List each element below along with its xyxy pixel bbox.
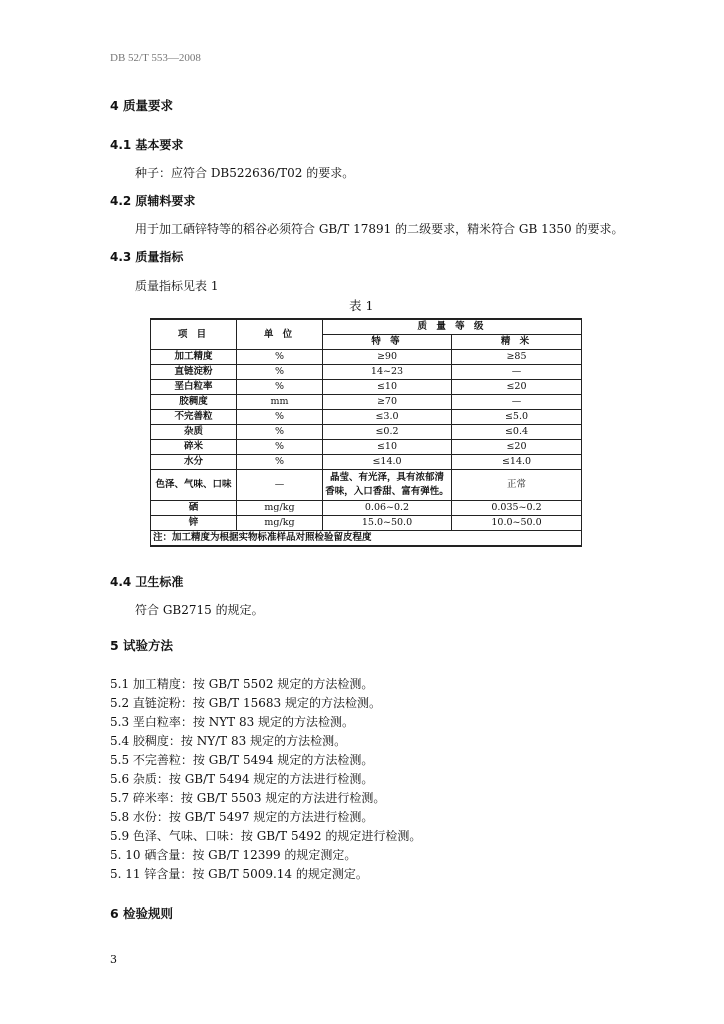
cell-item: 胶稠度 <box>151 395 237 410</box>
cell-fine: 正常 <box>452 470 582 501</box>
method-item: 5.7 碎米率：按 GB/T 5503 规定的方法进行检测。 <box>110 791 386 805</box>
table-note: 注：加工精度为根据实物标准样品对照检验留皮程度 <box>151 531 582 547</box>
section-4-4-title: 4.4 卫生标准 <box>110 575 184 589</box>
cell-fine: ≥85 <box>452 350 582 365</box>
cell-unit: mg/kg <box>237 516 323 531</box>
cell-fine: — <box>452 395 582 410</box>
cell-unit: % <box>237 365 323 380</box>
method-item: 5.1 加工精度：按 GB/T 5502 规定的方法检测。 <box>110 677 374 691</box>
section-4-2-text: 用于加工硒锌特等的稻谷必须符合 GB/T 17891 的二级要求，精米符合 GB 1350 的要求。 <box>135 222 624 236</box>
method-item: 5.8 水份：按 GB/T 5497 规定的方法进行检测。 <box>110 810 374 824</box>
quality-table <box>150 318 582 547</box>
cell-unit: % <box>237 350 323 365</box>
cell-item: 硒 <box>151 501 237 516</box>
table-header-row <box>151 319 582 335</box>
section-6-title: 6 检验规则 <box>110 906 174 921</box>
method-item: 5.9 色泽、气味、口味：按 GB/T 5492 的规定进行检测。 <box>110 829 422 843</box>
cell-fine: — <box>452 365 582 380</box>
cell-special: 15.0~50.0 <box>323 516 452 531</box>
method-item: 5. 10 硒含量：按 GB/T 12399 的规定测定。 <box>110 848 357 862</box>
cell-unit: % <box>237 440 323 455</box>
cell-fine: ≤14.0 <box>452 455 582 470</box>
header-item: 项 目 <box>151 319 237 350</box>
cell-special: 14~23 <box>323 365 452 380</box>
cell-item: 水分 <box>151 455 237 470</box>
method-item: 5.3 垩白粒率：按 NYT 83 规定的方法检测。 <box>110 715 355 729</box>
section-4-3-text: 质量指标见表 1 <box>135 279 219 293</box>
table-row <box>151 455 582 470</box>
table-row <box>151 410 582 425</box>
cell-special-line2: 香味，入口香甜、富有弹性。 <box>325 486 449 497</box>
document-header: DB 52/T 553—2008 <box>110 52 201 64</box>
method-item: 5.6 杂质：按 GB/T 5494 规定的方法进行检测。 <box>110 772 374 786</box>
cell-special: ≤3.0 <box>323 410 452 425</box>
table-row <box>151 516 582 531</box>
section-4-title: 4 质量要求 <box>110 98 174 113</box>
cell-item: 不完善粒 <box>151 410 237 425</box>
cell-unit: mm <box>237 395 323 410</box>
cell-special: ≤14.0 <box>323 455 452 470</box>
cell-unit: % <box>237 455 323 470</box>
method-item: 5.5 不完善粒：按 GB/T 5494 规定的方法检测。 <box>110 753 374 767</box>
cell-special <box>323 470 452 501</box>
cell-item: 锌 <box>151 516 237 531</box>
cell-fine: 10.0~50.0 <box>452 516 582 531</box>
header-fine: 精 米 <box>452 335 582 350</box>
table-row <box>151 395 582 410</box>
cell-unit: % <box>237 410 323 425</box>
cell-unit: — <box>237 470 323 501</box>
section-5-title: 5 试验方法 <box>110 638 174 653</box>
cell-special: ≤10 <box>323 380 452 395</box>
cell-special-line1: 晶莹、有光泽，具有浓郁清 <box>329 472 444 483</box>
cell-unit: % <box>237 380 323 395</box>
cell-special: ≤0.2 <box>323 425 452 440</box>
cell-fine: ≤5.0 <box>452 410 582 425</box>
header-special: 特 等 <box>323 335 452 350</box>
cell-fine: ≤20 <box>452 440 582 455</box>
section-4-2-title: 4.2 原辅料要求 <box>110 194 196 208</box>
table-row <box>151 365 582 380</box>
cell-special: ≥70 <box>323 395 452 410</box>
table-row-color-taste <box>151 470 582 501</box>
cell-item: 直链淀粉 <box>151 365 237 380</box>
section-4-4-text: 符合 GB2715 的规定。 <box>135 603 264 617</box>
cell-unit: mg/kg <box>237 501 323 516</box>
cell-special: 0.06~0.2 <box>323 501 452 516</box>
cell-item: 加工精度 <box>151 350 237 365</box>
table-caption: 表 1 <box>349 298 374 313</box>
cell-special: ≥90 <box>323 350 452 365</box>
section-4-1-text: 种子：应符合 DB522636/T02 的要求。 <box>135 166 355 180</box>
table-note-row <box>151 531 582 547</box>
table-row <box>151 350 582 365</box>
page-number: 3 <box>110 953 117 966</box>
cell-unit: % <box>237 425 323 440</box>
cell-item: 色泽、气味、口味 <box>151 470 237 501</box>
method-item: 5.2 直链淀粉：按 GB/T 15683 规定的方法检测。 <box>110 696 381 710</box>
cell-fine: ≤20 <box>452 380 582 395</box>
cell-special: ≤10 <box>323 440 452 455</box>
header-grade: 质 量 等 级 <box>323 319 582 335</box>
method-item: 5. 11 锌含量：按 GB/T 5009.14 的规定测定。 <box>110 867 368 881</box>
method-item: 5.4 胶稠度：按 NY/T 83 规定的方法检测。 <box>110 734 347 748</box>
table-row <box>151 501 582 516</box>
header-unit: 单 位 <box>237 319 323 350</box>
table-row <box>151 380 582 395</box>
cell-item: 碎米 <box>151 440 237 455</box>
cell-fine: ≤0.4 <box>452 425 582 440</box>
table-row <box>151 440 582 455</box>
section-4-3-title: 4.3 质量指标 <box>110 250 184 264</box>
cell-fine: 0.035~0.2 <box>452 501 582 516</box>
table-row <box>151 425 582 440</box>
cell-item: 垩白粒率 <box>151 380 237 395</box>
section-4-1-title: 4.1 基本要求 <box>110 138 184 152</box>
cell-item: 杂质 <box>151 425 237 440</box>
